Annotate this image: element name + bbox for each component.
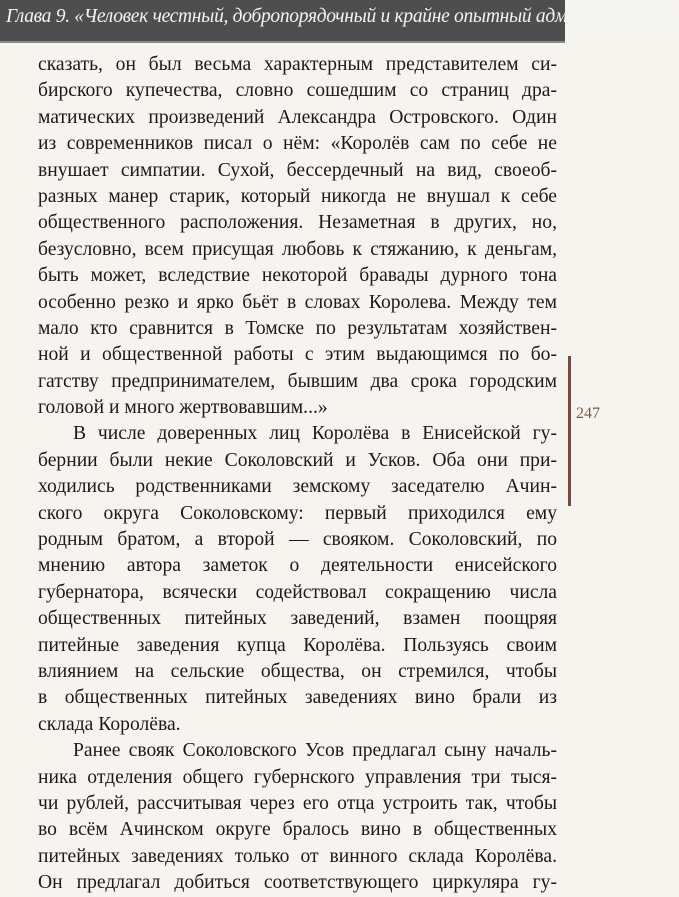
text-line: чи рублей, рассчитывая через его отца устроить так, чтобы	[38, 792, 557, 814]
text-line: в общественных питейных заведениях вино брали из	[38, 687, 557, 709]
text-line: быть может, вследствие некоторой бравады дурного тона	[38, 265, 557, 287]
text-line: особенно резко и ярко бьёт в словах Королева. Между тем	[38, 291, 557, 313]
text-line: ского округа Соколовскому: первый приходился ему	[38, 502, 557, 524]
text-line: мнению автора заметок о деятельности енисейского	[38, 555, 557, 577]
text-line: склада Королёва.	[38, 713, 181, 735]
text-line: матических произведений Александра Островского. Один	[38, 106, 557, 128]
text-line: питейных заведениях только от винного склада Королёва.	[38, 845, 557, 867]
text-line: сказать, он был весьма характерным представителем си-	[38, 54, 557, 75]
header-divider	[0, 41, 565, 43]
text-line: разных манер старик, который никогда не внушал к себе	[38, 185, 557, 207]
text-line: ходились родственниками земскому заседателю Ачин-	[38, 476, 557, 498]
text-line: гатству предпринимателем, бывшим два срока городским	[38, 370, 557, 392]
text-line: губернатора, всячески содействовал сокращению числа	[38, 581, 557, 603]
page-number: 247	[576, 405, 600, 422]
text-line: головой и много жертвовавшим...»	[38, 397, 328, 419]
running-header	[0, 0, 679, 41]
text-line: родным братом, а второй — свояком. Соколовский, по	[38, 529, 557, 551]
text-line: безусловно, всем присущая любовь к стяжанию, к деньгам,	[38, 238, 557, 260]
text-line: питейные заведения купца Королёва. Пользуясь своим	[38, 634, 557, 656]
text-line: ника отделения общего губернского управления три тыся-	[38, 766, 557, 788]
chapter-title: Глава 9. «Человек честный, добропорядочный и крайне опытный администратор»	[6, 6, 679, 27]
text-line: во всём Ачинском округе бралось вино в общественных	[38, 819, 557, 841]
text-line: В числе доверенных лиц Королёва в Енисейской гу-	[73, 423, 557, 445]
text-line: мало кто сравнится в Томске по результатам хозяйствен-	[38, 317, 557, 339]
text-line: Ранее свояк Соколовского Усов предлагал сыну началь-	[73, 740, 557, 762]
text-line: бернии были некие Соколовский и Усков. Оба они при-	[38, 449, 557, 471]
text-line: внушает симпатии. Сухой, бессердечный на вид, своеоб-	[38, 159, 557, 181]
page-body-text	[38, 52, 557, 897]
text-line: Он предлагал добиться соответствующего циркуляра гу-	[38, 872, 557, 894]
text-line: ной и общественной работы с этим выдающимся по бо-	[38, 344, 557, 366]
text-line: из современников писал о нём: «Королёв сам по себе не	[38, 133, 557, 155]
text-line: бирского купечества, словно сошедшим со страниц дра-	[38, 80, 557, 102]
text-line: общественного расположения. Незаметная в других, но,	[38, 212, 557, 234]
text-line: влиянием на сельские общества, он стремился, чтобы	[38, 660, 557, 682]
text-line: общественных питейных заведений, взамен поощряя	[38, 608, 557, 630]
margin-rule	[568, 356, 571, 506]
